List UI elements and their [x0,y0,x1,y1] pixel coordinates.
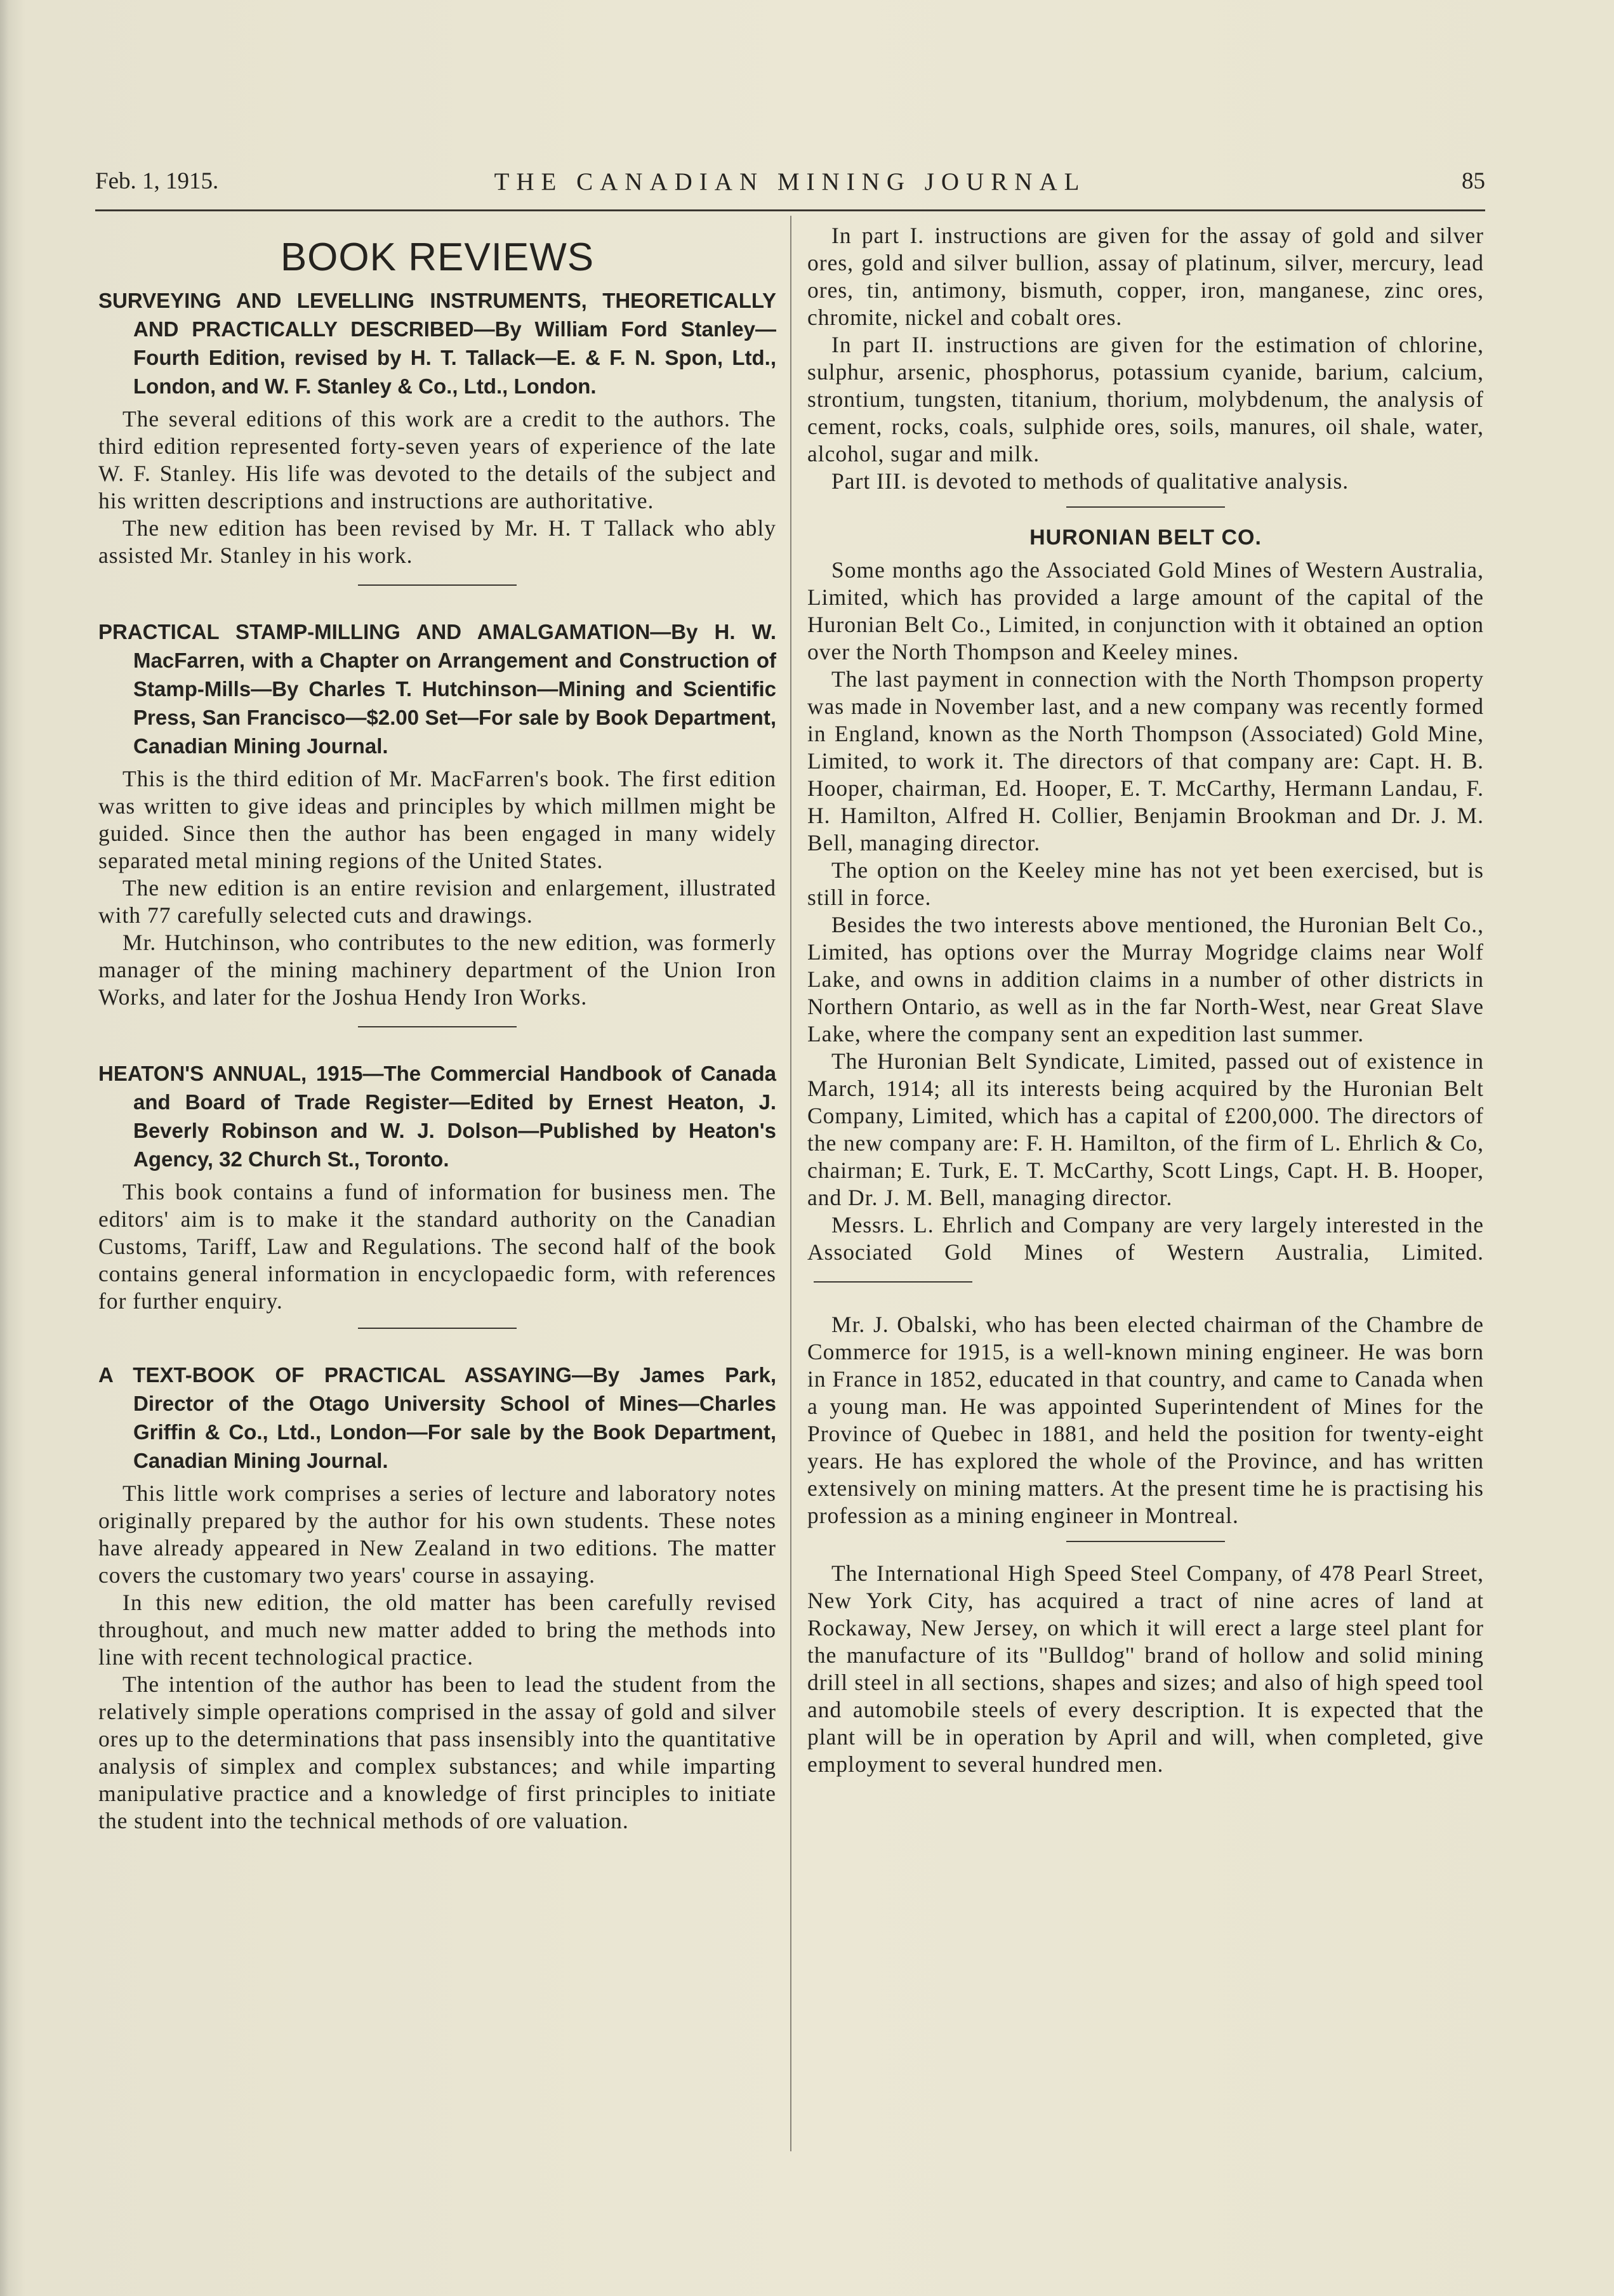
review-paragraph: The intention of the author has been to lead the student from the relatively simple operations comprised in the assay of gold and silver ores up to the determinations that pass insensibly into the quantitative analysis of simplex and complex substances; and while imparting manipulative practice and a knowledge of first principles to initiate the student into the technical methods of ore valuation. [98,1672,776,1833]
section-title-book-reviews: BOOK REVIEWS [280,235,595,279]
review-paragraph: The new edition has been revised by Mr. H. T Tallack who ably assisted Mr. Stanley in his work. [98,515,776,568]
right-column [807,222,1484,1778]
review-paragraph: The new edition is an entire revision and enlargement, illustrated with 77 carefully selected cuts and drawings. [98,875,776,928]
separator [358,1026,517,1027]
separator [1066,506,1225,508]
review-heading: A TEXT-BOOK OF PRACTICAL ASSAYING—By James Park, Director of the Otago University School of Mines—Charles Griffin & Co., Ltd., London—For sale by the Book Department, Canadian Mining Journal. [98,1363,776,1472]
article-paragraph: Besides the two interests above mentioned, the Huronian Belt Co., Limited, has options over the Murray Mogridge claims near Wolf Lake, and owns in addition claims in a number of other districts in Northern Ontario, as well as in the far North-West, near Great Slave Lake, where the company sent an expedition last summer. [807,912,1484,1046]
article-paragraph: Mr. J. Obalski, who has been elected chairman of the Chambre de Commerce for 1915, is a well-known mining engineer. He was born in France in 1852, educated in that country, and came to Canada when a young man. He was appointed Superintendent of Mines for the Province of Quebec in 1881, and held the position for twenty-eight years. He has explored the whole of the Province, and has written extensively on mining matters. At the present time he is practising his profession as a mining engineer in Montreal. [807,1312,1484,1528]
article-paragraph: The option on the Keeley mine has not yet been exercised, but is still in force. [807,857,1484,910]
review-surveying [98,286,776,569]
article-paragraph: Some months ago the Associated Gold Mines of Western Australia, Limited, which has provided a large amount of the capital of the Huronian Belt Co., Limited, in conjunction with it obtained an option over the North Thompson and Keeley mines. [807,557,1484,664]
article-obalski [807,1311,1484,1529]
header-rule [95,209,1485,211]
article-paragraph-text: Messrs. L. Ehrlich and Company are very largely interested in the Associated Gold Mines of Western Australia, Limited. [807,1212,1484,1265]
review-paragraph: This little work comprises a series of lecture and laboratory notes originally prepared by the author for his own students. These notes have already appeared in New Zealand in two editions. The matter covers the customary two years' course in assaying. [98,1481,776,1588]
article-high-speed-steel [807,1560,1484,1778]
review-heading: HEATON'S ANNUAL, 1915—The Commercial Handbook of Canada and Board of Trade Register—Edited by Ernest Heaton, J. Beverly Robinson and W. J. Dolson—Published by Heaton's Agency, 32 Church St., Toronto. [98,1062,776,1171]
assaying-paragraph: In part II. instructions are given for the estimation of chlorine, sulphur, arsenic, phosphorus, potassium cyanide, barium, calcium, strontium, tungsten, titanium, thorium, molybdenum, the analysis of cement, rocks, coals, sulphide ores, soils, manures, oil shale, water, alcohol, sugar and milk. [807,332,1484,466]
issue-date: Feb. 1, 1915. [95,168,219,194]
review-paragraph: This book contains a fund of information for business men. The editors' aim is to make it the standard authority on the Canadian Customs, Tariff, Law and Regulations. The second half of the book contains general information in encyclopaedic form, with references for further enquiry. [98,1179,776,1314]
separator [814,1281,972,1283]
journal-title: THE CANADIAN MINING JOURNAL [494,168,1087,195]
separator [358,584,517,586]
review-heading: SURVEYING AND LEVELLING INSTRUMENTS, THEORETICALLY AND PRACTICALLY DESCRIBED—By William Ford Stanley—Fourth Edition, revised by H. T. Tallack—E. & F. N. Spon, Ltd., London, and W. F. Stanley & Co., Ltd., London. [98,289,776,398]
page-number: 85 [1462,168,1485,194]
review-heatons-annual [98,1059,776,1315]
column-rule [790,216,791,2151]
article-paragraph: The Huronian Belt Syndicate, Limited, passed out of existence in March, 1914; all its interests being acquired by the Huronian Belt Company, Limited, which has a capital of £200,000. The directors of the new company are: F. H. Hamilton, of the firm of L. Ehrlich & Co, chairman; E. Turk, E. T. McCarthy, Scott Lings, Capt. H. B. Hooper, and Dr. J. M. Bell, managing director. [807,1048,1484,1210]
review-paragraph: Mr. Hutchinson, who contributes to the new edition, was formerly manager of the mining machinery department of the Union Iron Works, and later for the Joshua Hendy Iron Works. [98,930,776,1010]
assaying-paragraph: Part III. is devoted to methods of qualitative analysis. [831,468,1349,494]
article-paragraph [807,1211,1484,1293]
article-huronian-belt [807,525,1484,1293]
article-paragraph: The last payment in connection with the North Thompson property was made in November last, and a new company was recently formed in England, known as the North Thompson (Associated) Gold Mine, Limited, to work it. The directors of that company are: Capt. H. B. Hooper, chairman, Ed. Hooper, E. T. McCarthy, Hermann Landau, F. H. Hamilton, Alfred H. Collier, Benjamin Brookman and Dr. J. M. Bell, managing director. [807,666,1484,855]
assaying-continued [807,222,1484,495]
separator [1066,1541,1225,1542]
separator [358,1328,517,1329]
review-assaying [98,1361,776,1835]
review-paragraph: In this new edition, the old matter has been carefully revised throughout, and much new matter added to bring the methods into line with recent technological practice. [98,1590,776,1670]
review-stamp-milling [98,617,776,1011]
page-header [95,168,1485,198]
review-heading: PRACTICAL STAMP-MILLING AND AMALGAMATION—By H. W. MacFarren, with a Chapter on Arrangement and Construction of Stamp-Mills—By Charles T. Hutchinson—Mining and Scientific Press, San Francisco—$2.00 Set—For sale by Book Department, Canadian Mining Journal. [98,620,776,758]
left-column [98,222,776,1835]
article-title: HURONIAN BELT CO. [1029,525,1262,550]
assaying-paragraph: In part I. instructions are given for the assay of gold and silver ores, gold and silver bullion, assay of platinum, silver, mercury, lead ores, tin, antimony, bismuth, copper, iron, manganese, zinc ores, chromite, nickel and cobalt ores. [807,223,1484,330]
review-paragraph: This is the third edition of Mr. MacFarren's book. The first edition was written to give ideas and principles by which millmen might be guided. Since then the author has been engaged in many widely separated metal mining regions of the United States. [98,766,776,873]
article-paragraph: The International High Speed Steel Company, of 478 Pearl Street, New York City, has acquired a tract of nine acres of land at Rockaway, New Jersey, on which it will erect a large steel plant for the manufacture of its ''Bulldog'' brand of hollow and solid mining drill steel in all sections, shapes and sizes; and also of high speed tool and automobile steels of every description. It is expected that the plant will be in operation by April and will, when completed, give employment to several hundred men. [807,1560,1484,1777]
review-paragraph: The several editions of this work are a credit to the authors. The third edition represented forty-seven years of experience of the late W. F. Stanley. His life was devoted to the details of the subject and his written descriptions and instructions are authoritative. [98,406,776,513]
